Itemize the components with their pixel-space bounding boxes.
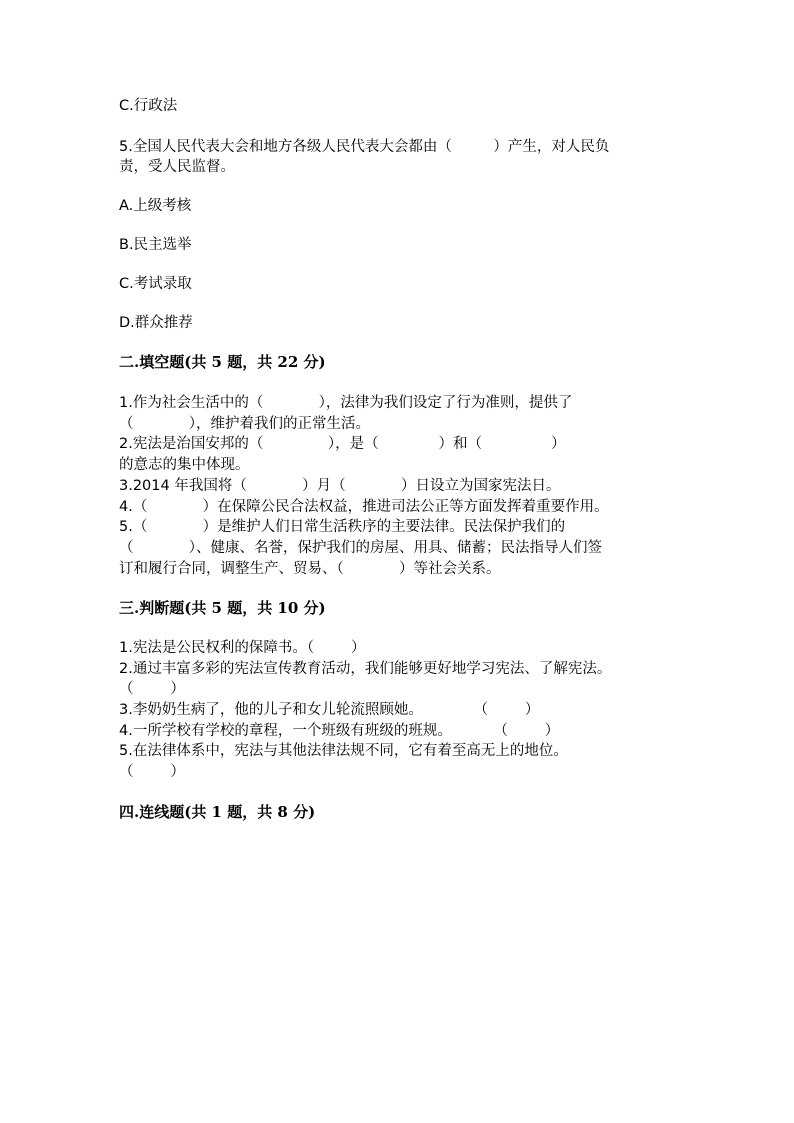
fill-line-2: （ ），维护着我们的正常生活。 — [119, 416, 371, 432]
judge-line-1: 1.宪法是公民权利的保障书。（ ） — [119, 640, 366, 656]
q5-option-b: B.民主选举 — [119, 237, 192, 253]
judge-line-3: （ ） — [119, 681, 185, 697]
judge-line-7: （ ） — [119, 764, 185, 780]
q5-option-c: C.考试录取 — [119, 276, 192, 292]
q5-option-a: A.上级考核 — [119, 198, 192, 214]
q5-stem-line-2: 责，受人民监督。 — [119, 159, 235, 175]
judge-line-5: 4.一所学校有学校的章程，一个班级有班级的班规。 （ ） — [119, 723, 560, 739]
fill-line-8: （ ）、健康、名誉，保护我们的房屋、用具、储蓄；民法指导人们签 — [119, 540, 603, 556]
fill-line-5: 3.2014 年我国将（ ）月（ ）日设立为国家宪法日。 — [119, 478, 561, 494]
q5-option-d: D.群众推荐 — [119, 315, 193, 331]
judge-line-4: 3.李奶奶生病了，他的儿子和女儿轮流照顾她。 （ ） — [119, 702, 540, 718]
q4-option-c: C.行政法 — [119, 98, 178, 114]
fill-line-3: 2.宪法是治国安邦的（ ），是（ ）和（ ） — [119, 436, 566, 452]
judge-line-6: 5.在法律体系中，宪法与其他法律法规不同，它有着至高无上的地位。 — [119, 743, 568, 759]
judge-line-2: 2.通过丰富多彩的宪法宣传教育活动，我们能够更好地学习宪法、了解宪法。 — [119, 661, 612, 677]
section-4-heading: 四.连线题(共 1 题，共 8 分) — [119, 803, 316, 821]
fill-line-4: 的意志的集中体现。 — [119, 457, 250, 473]
q5-stem-line-1: 5.全国人民代表大会和地方各级人民代表大会都由（ ）产生，对人民负 — [119, 139, 610, 155]
section-3-heading: 三.判断题(共 5 题，共 10 分) — [119, 599, 326, 617]
fill-line-9: 订和履行合同，调整生产、贸易、（ ）等社会关系。 — [119, 561, 501, 577]
fill-line-7: 5.（ ）是维护人们日常生活秩序的主要法律。民法保护我们的 — [119, 519, 566, 535]
fill-line-1: 1.作为社会生活中的（ ），法律为我们设定了行为准则，提供了 — [119, 395, 573, 411]
fill-line-6: 4.（ ）在保障公民合法权益，推进司法公正等方面发挥着重要作用。 — [119, 499, 609, 515]
section-2-heading: 二.填空题(共 5 题，共 22 分) — [119, 353, 326, 371]
